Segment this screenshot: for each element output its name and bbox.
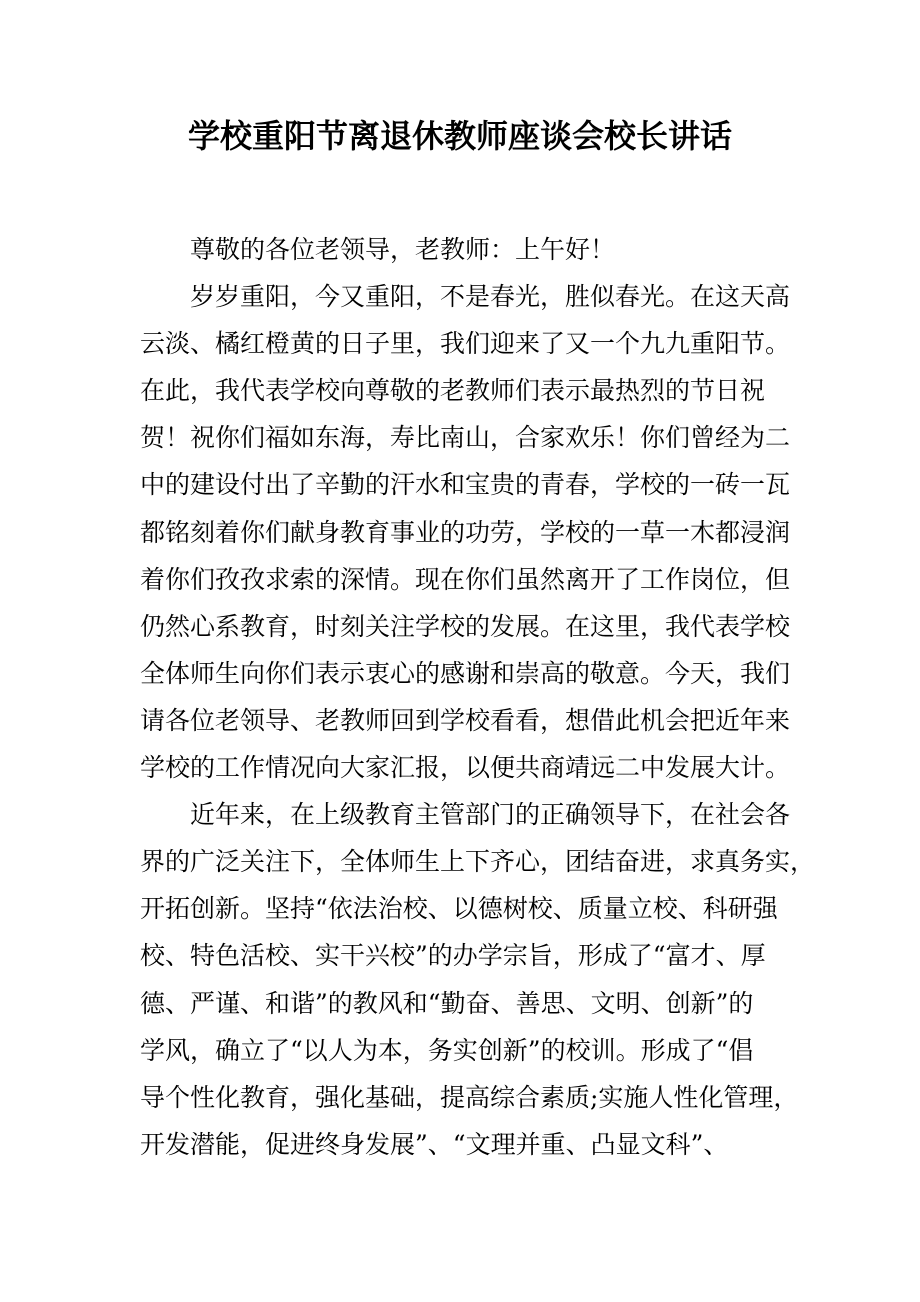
paragraph-achievements <box>140 791 816 1168</box>
text-line: 导个性化教育，强化基础，提高综合素质;实施人性化管理， <box>140 1082 799 1112</box>
text-line: 开拓创新。坚持“依法治校、以德树校、质量立校、科研强 <box>140 894 778 924</box>
text-line: 校、特色活校、实干兴校”的办学宗旨，形成了“富才、厚 <box>140 941 766 971</box>
text-line: 界的广泛关注下，全体师生上下齐心，团结奋进，求真务实， <box>140 847 816 877</box>
text-line: 全体师生向你们表示衷心的感谢和崇高的敬意。今天，我们 <box>140 658 791 688</box>
text-line: 中的建设付出了辛勤的汗水和宝贵的青春，学校的一砖一瓦 <box>140 470 791 500</box>
text-line: 岁岁重阳，今又重阳，不是春光，胜似春光。在这天高 <box>190 282 791 312</box>
paragraph-opening <box>140 273 791 791</box>
page-title: 学校重阳节离退休教师座谈会校长讲话 <box>187 117 732 155</box>
text-line: 仍然心系教育，时刻关注学校的发展。在这里，我代表学校 <box>140 611 791 641</box>
text-line: 学校的工作情况向大家汇报，以便共商靖远二中发展大计。 <box>140 753 791 783</box>
text-line: 开发潜能，促进终身发展”、“文理并重、凸显文科”、 <box>140 1129 729 1159</box>
text-line: 德、严谨、和谐”的教风和“勤奋、善思、文明、创新”的 <box>140 988 754 1018</box>
document-body <box>140 226 816 1168</box>
text-line: 尊敬的各位老领导，老教师：上午好！ <box>190 235 616 264</box>
text-line: 贺！祝你们福如东海，寿比南山，合家欢乐！你们曾经为二 <box>140 423 791 453</box>
text-line: 在此，我代表学校向尊敬的老教师们表示最热烈的节日祝 <box>140 376 766 406</box>
text-line: 着你们孜孜求索的深情。现在你们虽然离开了工作岗位，但 <box>140 564 791 594</box>
text-line: 请各位老领导、老教师回到学校看看，想借此机会把近年来 <box>140 705 791 735</box>
text-line: 学风，确立了“以人为本，务实创新”的校训。形成了“倡 <box>140 1035 754 1065</box>
text-line: 近年来，在上级教育主管部门的正确领导下，在社会各 <box>190 800 791 830</box>
text-line: 都铭刻着你们献身教育事业的功劳，学校的一草一木都浸润 <box>140 517 791 547</box>
text-line: 云淡、橘红橙黄的日子里，我们迎来了又一个九九重阳节。 <box>140 329 791 359</box>
paragraph-greeting <box>140 226 782 273</box>
